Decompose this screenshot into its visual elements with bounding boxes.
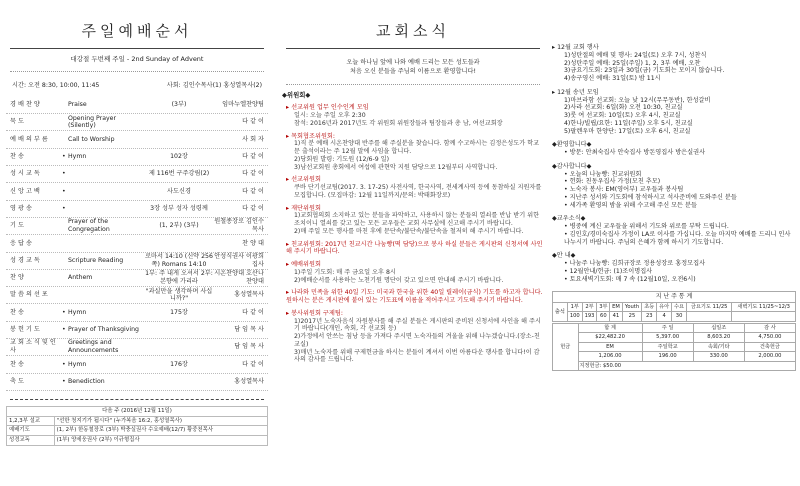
table-row xyxy=(553,333,796,343)
order-row xyxy=(6,235,268,252)
time-bar xyxy=(6,82,268,90)
welcome-section xyxy=(552,141,796,157)
order-title: 찬송 xyxy=(10,360,26,368)
committee-line: 1)주일 기도회: 매 주 금요일 오후 8시 xyxy=(294,268,396,276)
section-line: 2)사라 선교회: 6일(화) 오전 10:30, 친교실 xyxy=(564,104,683,112)
attendance-label: 출석 xyxy=(553,302,568,321)
committee-line: 1)직 분 예배 시온찬양대 반주를 해 주실분을 찾습니다. 함께 수고하시는 김정은성도가 학교문 출석이라는 주 12월 말에 사임을 합니다. xyxy=(294,140,540,156)
section-line: 4)송구영신 예배: 31일(토) 밤 11시 xyxy=(564,75,661,82)
section-line: 2)성탄주일 예배: 25일(주일) 1, 2, 3부 예배, 오찬 xyxy=(564,59,701,67)
order-row xyxy=(6,374,268,391)
order-english: Hymn xyxy=(68,308,87,316)
section-heading: ◆안 내◆ xyxy=(552,252,576,260)
offering-value: 5,397.00 xyxy=(642,333,693,343)
order-title: 성경교독 xyxy=(10,256,42,264)
table-cell: 예배기도 xyxy=(7,426,55,436)
order-title: 응답송 xyxy=(10,239,34,247)
attendance-value: 41 xyxy=(610,312,622,322)
attendance-header: 1부 xyxy=(567,302,582,312)
order-english: Prayer of Thanksgiving xyxy=(68,326,139,333)
order-title: 봉헌기도 xyxy=(10,326,42,333)
offering-header: EM xyxy=(578,342,642,352)
table-row xyxy=(553,342,796,352)
greeting-line: 오늘 하나님 앞에 나와 예배 드리는 모든 성도들과 xyxy=(346,59,480,66)
offering-value: 4,750.00 xyxy=(744,333,795,343)
offering-value: 8,603.20 xyxy=(693,333,744,343)
offering-header: 주일학교 xyxy=(642,342,693,352)
order-leader: 홍성열목사 xyxy=(234,377,264,385)
committee-line: 참석: 2016년과 2017년도 각 위원회 위원장들과 팀장들과 총 남, 여선교회장 xyxy=(294,119,503,127)
order-title: 성시교독 xyxy=(10,170,42,178)
greeting-line: 처음 오신 분들을 주님의 이름으로 환영합니다! xyxy=(350,67,476,75)
order-row xyxy=(6,131,268,148)
order-leader: 다 같 이 xyxy=(242,308,264,316)
section-line: • 오늘의 나눔빵: 친교위원회 xyxy=(564,170,642,178)
order-leader: 찬 양 대 xyxy=(242,239,264,247)
table-row xyxy=(553,302,796,312)
attendance-value: 25 xyxy=(622,312,642,322)
notice-section xyxy=(552,252,796,283)
next-week-title: 다음 주 (2016년 12월 11일) xyxy=(7,406,268,416)
stand-marker: • xyxy=(62,204,66,212)
section-line: • 김인호/경미숙집사 가정이 LA로 이사를 가십니다. 오늘 마지막 예배를 드리니 인사 나누시기 바랍니다. 주님의 은혜가 함께 하시기 기도합니다. xyxy=(564,230,791,246)
order-row xyxy=(6,322,268,339)
attendance-header: EM xyxy=(610,302,622,312)
events-column xyxy=(552,0,796,486)
order-english: Scripture Reading xyxy=(68,256,124,264)
section-line: • 세가족 환영의 밤을 위해 수고해 주신 모든 분들 xyxy=(564,201,697,209)
announcements-title: 교회소식 xyxy=(376,22,450,40)
attendance-header: 유아 xyxy=(657,302,672,312)
offering-value: $22,482.20 xyxy=(578,333,642,343)
attendance-header: 2부 xyxy=(582,302,597,312)
committee-heading: ◆위원회◆ xyxy=(282,91,311,100)
order-row xyxy=(6,201,268,218)
offering-header: 합 계 xyxy=(578,323,642,333)
attendance-value: 30 xyxy=(672,312,687,322)
order-leader: 다 같 이 xyxy=(242,118,264,126)
order-detail: (1, 2부) (3부) xyxy=(159,222,199,230)
order-english: Opening Prayer (Silently) xyxy=(68,114,117,130)
stand-marker: • xyxy=(62,360,66,368)
order-row xyxy=(6,287,268,304)
stats-title: 지 난 주 통 계 xyxy=(553,292,796,303)
attendance-value xyxy=(732,312,796,322)
order-leader: 다 같 이 xyxy=(242,170,264,178)
order-row xyxy=(6,97,268,114)
order-detail: 176장 xyxy=(170,360,188,368)
section-line: • 12월안내/헌금: (1)조이명집사 xyxy=(564,267,653,275)
order-english: Call to Worship xyxy=(68,135,115,143)
offering-table xyxy=(552,323,796,372)
order-english: Prayer of the Congregation xyxy=(68,218,110,234)
section-line: • 토요새벽기도회: 매 7 속 (12월10일, 오전6시) xyxy=(564,275,696,283)
order-title: 교회소식및인사 xyxy=(10,339,58,355)
table-cell: 성경교독 xyxy=(7,436,55,446)
attendance-header: Youth xyxy=(622,302,642,312)
order-detail: 3장 성부 성자 성령께 xyxy=(150,204,208,212)
order-leader: 홍성열목사 xyxy=(234,291,264,299)
attendance-header: 초등 xyxy=(642,302,657,312)
committee-heading-line: ▸ 나라와 민족을 위한 40일 기도: 미국과 한국을 위한 40일 릴레이(금식) 기도를 하고자 합니다. 원하시는 분은 게시판에 붙어 있는 기도표에 이름을 적어주시고 기도해 주시기 바랍니다. xyxy=(286,289,543,305)
section-line: • 방문: 안최숙집사 안숙집사 방돈영집사 방은실권사 xyxy=(564,149,706,156)
section-line: 1)마브라함 선교회: 오늘 낮 12시(무무동반), 한성갈비 xyxy=(564,96,711,104)
order-detail: 로마서 14:10 (신약 256쪽) Romans 14:10 xyxy=(145,252,213,268)
committee-heading-line: ▸ 예배위원회 xyxy=(286,261,321,269)
committee-item xyxy=(282,241,544,257)
order-row xyxy=(6,218,268,235)
section-line: 3)룻 여 선교회: 10일(토) 오후 4시, 친교실 xyxy=(564,112,681,119)
section-line: 1)성탄절의 예배 및 행사: 24일(토) 오후 7시, 성찬식 xyxy=(564,51,707,59)
order-row xyxy=(6,356,268,373)
order-title: 신앙고백 xyxy=(10,187,42,195)
order-title: 영광송 xyxy=(10,204,34,212)
section-heading: ◆환영합니다◆ xyxy=(552,141,592,149)
order-title: 찬송 xyxy=(10,308,26,316)
section-line: 4)한나/빌립/요한: 11일(주일) 오후 5시, 친교실 xyxy=(564,119,693,127)
committee-heading-line: ▸ 재단위원회 xyxy=(286,204,321,212)
offering-header: 십일조 xyxy=(693,323,744,333)
committee-line: 1)교회협의회 소지하고 있는 분들을 파악하고, 사용하시 않는 분들의 열쇠를 반납 받기 위한 조치이니 열쇠를 갖고 있는 모든 교우들은 교회 사무실에 신고해 주시기 바랍니다. xyxy=(294,212,540,228)
attendance-value: 100 xyxy=(567,312,582,322)
next-week-table xyxy=(6,406,268,446)
order-title: 묵도 xyxy=(10,118,26,126)
committee-heading-line: ▸ 친교위원회: 2017년 친교시간 나눔빵(떡 담당)으로 봉사 하실 분들은 게시판의 신청서에 사인해 주시기 바랍니다. xyxy=(286,240,543,256)
order-leader: 다 같 이 xyxy=(242,153,264,161)
attendance-value: 60 xyxy=(597,312,610,322)
order-title: 경배찬양 xyxy=(10,101,42,109)
stats-table xyxy=(552,291,796,322)
order-english: Hymn xyxy=(68,360,87,368)
section-line: • 헌화: 친동우집사 가정(모친 추모) xyxy=(564,178,661,186)
order-title: 찬송 xyxy=(10,153,26,161)
stand-marker: • xyxy=(62,377,66,385)
title-rule xyxy=(286,48,540,49)
attendance-value: 23 xyxy=(642,312,657,322)
divider xyxy=(286,84,540,85)
order-detail: 102장 xyxy=(170,153,188,161)
order-detail: 제 116번 구주강림(2) xyxy=(148,170,210,178)
yearend-gatherings xyxy=(552,89,796,136)
attendance-value xyxy=(687,312,732,322)
order-title: 축도 xyxy=(10,377,26,385)
worship-order-column xyxy=(6,0,268,486)
offering-header: 주 일 xyxy=(642,323,693,333)
offering-value: 1,206.00 xyxy=(578,352,642,362)
section-heading: ▸ 12월 송년 모임 xyxy=(552,88,599,96)
committee-line: 1)2017년 노숙자음식 자원봉사를 해 주실 분들은 게시판의 준비된 신청서에 사인을 해 주시기 바랍니다(개인, 속회, 각 선교회 등) xyxy=(294,317,541,333)
order-list xyxy=(6,97,268,391)
table-cell: (1부) 양세웅권사 (2부) 이규형집사 xyxy=(54,436,267,446)
order-row xyxy=(6,304,268,321)
stand-marker: • xyxy=(62,187,66,195)
order-leader: 다 같 이 xyxy=(242,187,264,195)
order-leader: 시온찬양대 호산나찬양대 xyxy=(214,270,264,285)
table-row xyxy=(7,426,268,436)
section-line: 3)금요기도회: 23일과 30일(금) 기도회는 모이지 않습니다. xyxy=(564,67,725,75)
stand-marker: • xyxy=(62,308,66,316)
order-row xyxy=(6,253,268,270)
order-leader: 안성식권사 이광희집사 xyxy=(214,252,264,268)
order-row xyxy=(6,339,268,356)
thanks-section xyxy=(552,163,796,210)
committee-line: 2)매 주일 모든 행사를 마친 후에 문단속/불단속/불단속을 철저히 해 주시기 바랍니다. xyxy=(294,227,524,235)
order-detail: 사도신경 xyxy=(167,187,191,195)
stats-section xyxy=(552,291,796,371)
order-english: Praise xyxy=(68,101,87,109)
order-row xyxy=(6,183,268,200)
service-times: 시간: 오전 8:30, 10:00, 11:45 xyxy=(12,82,100,90)
committee-item xyxy=(282,205,544,236)
order-detail: "과실만을 생각하며 사십니까?" xyxy=(145,287,213,303)
committee-line: 2)예배순서를 사용하는 노천기원 명단이 갖고 있으면 안내해 주시기 바랍니다. xyxy=(294,276,504,284)
dashed-divider xyxy=(10,399,264,400)
offering-value: 196.00 xyxy=(642,352,693,362)
order-title: 예배의부름 xyxy=(10,135,50,143)
committee-item xyxy=(282,261,544,284)
table-row xyxy=(7,436,268,446)
attendance-header: 새벽기도 11/25~12/3 xyxy=(732,302,796,312)
title-rule xyxy=(10,48,264,49)
section-heading: ◆감사합니다◆ xyxy=(552,162,592,170)
table-row xyxy=(553,361,796,371)
committee-line: 2)당회원 발령: 기도원 (12/6-9 일) xyxy=(294,155,389,163)
table-cell: (1, 2부) 한동철장로 (3부) 박충실권사 수요예배(12/7) 황중천목사 xyxy=(54,426,267,436)
order-detail: 1부: 주 내게 오셔서 2부: 본향에 가리라 xyxy=(145,270,213,285)
committee-line: 2)가정에서 안쓰는 침낭 등을 가져다 주시면 노숙자들의 겨울을 위해 나누겠습니다.(장소-친교실) xyxy=(294,333,540,348)
table-row xyxy=(7,416,268,426)
committee-line: 일시: 오늘 주일 오후 2:30 xyxy=(294,112,366,120)
table-cell: "선한 청지기가 됩시다" (누가복음 16:2, 홍성열목사) xyxy=(54,416,267,426)
stand-marker: • xyxy=(62,326,66,333)
section-heading: ◆교우소식◆ xyxy=(552,215,586,223)
order-leader: 다 같 이 xyxy=(242,360,264,368)
order-title: 말씀의선포 xyxy=(10,291,50,299)
order-english: Greetings and Announcements xyxy=(68,339,119,355)
december-events xyxy=(552,44,796,83)
divider xyxy=(10,71,264,72)
order-leader: 담 임 목 사 xyxy=(234,343,264,351)
order-detail: 175장 xyxy=(170,308,188,316)
member-news-section xyxy=(552,215,796,246)
section-line: • 노숙자 봉사: EM(영어부) 교우들과 봉사팀 xyxy=(564,186,684,193)
committee-heading-line: ▸ 목회협조위원회: xyxy=(286,132,335,140)
worship-subtitle: 대강절 두번째 주일 - 2nd Sunday of Advent xyxy=(70,55,204,63)
committee-list xyxy=(282,104,544,364)
order-title: 찬양 xyxy=(10,274,26,282)
offering-value: 330.00 xyxy=(693,352,744,362)
section-line: • 병중에 계신 교우들을 위해서 기도와 위로를 부탁 드립니다. xyxy=(564,223,729,230)
committee-item xyxy=(282,289,544,305)
committee-line: 쿠바 단기선교팀(2017. 3. 17-25) 사전사역, 한국사역, 전세계사역 등에 동참하실 지원자를 모집합니다. (모집마감: 12월 11일까지/문의: 박태화장로) xyxy=(294,184,542,199)
order-row xyxy=(6,149,268,166)
committee-heading-line: ▸ 선교위원 업무 인수인계 모임 xyxy=(286,104,369,112)
attendance-header: 3부 xyxy=(597,302,610,312)
offering-header: 건축헌금 xyxy=(744,342,795,352)
offering-header: 속회/기타 xyxy=(693,342,744,352)
officiant: 사회: 김인수목사(1) 홍성열목사(2) xyxy=(166,82,262,90)
section-body xyxy=(552,52,796,83)
section-line: • 나눔주 나눔빵: 김희규장로 정용성장로 홍정모집사 xyxy=(564,260,706,267)
order-row xyxy=(6,166,268,183)
order-leader: 담 임 목 사 xyxy=(234,326,264,333)
committee-line: 3)매년 노숙자를 위해 구제헌금을 하시는 분들이 계셔서 이번 아름다운 행사를 합니다!이 감사의 감사를 드립니다. xyxy=(294,348,540,364)
committee-heading-line: ▸ 봉사위원회 구제팀: xyxy=(286,309,343,317)
section-body xyxy=(552,171,796,210)
table-row xyxy=(553,323,796,333)
order-leader: 원철종장로 김인수목사 xyxy=(214,218,264,234)
order-english: Hymn xyxy=(68,153,87,161)
table-row xyxy=(553,312,796,322)
page-title: 주일예배순서 xyxy=(81,22,193,40)
announcements-column xyxy=(282,0,544,486)
order-leader: 임마누엘찬양팀 xyxy=(222,101,264,109)
committee-heading-line: ▸ 선교위원회 xyxy=(286,176,321,184)
offering-value: 2,000.00 xyxy=(744,352,795,362)
order-row xyxy=(6,270,268,287)
table-row xyxy=(553,352,796,362)
section-line: 5)팔렌우마 한양단: 17일(토) 오후 6시, 친교실 xyxy=(564,127,691,135)
committee-item xyxy=(282,104,544,127)
order-leader: 사 회 자 xyxy=(242,135,264,143)
section-body xyxy=(552,97,796,136)
designated-offering: 지정헌금: $50.00 xyxy=(578,361,795,371)
greeting xyxy=(282,59,544,76)
attendance-header: 수요 xyxy=(672,302,687,312)
section-body xyxy=(552,260,796,283)
table-cell: 1,2,3부 설교 xyxy=(7,416,55,426)
order-row xyxy=(6,114,268,131)
committee-item xyxy=(282,133,544,172)
section-body xyxy=(552,149,796,157)
stand-marker: • xyxy=(62,153,66,161)
offering-label: 헌금 xyxy=(553,323,579,371)
committee-item xyxy=(282,176,544,199)
attendance-header: 금요기도 11/25 xyxy=(687,302,732,312)
order-english: Anthem xyxy=(68,274,93,282)
section-heading: ▸ 12월 교회 행사 xyxy=(552,44,599,51)
offering-header: 감 사 xyxy=(744,323,795,333)
committee-line: 3)남선교회원 총회에서 여섭에 관현악 지원 담당으로 12월부터 사역합니다. xyxy=(294,163,498,171)
section-line: • 지난주 성서와 기도회에 참석하시고 석사준비에 도와주신 분들 xyxy=(564,193,737,201)
committee-item xyxy=(282,310,544,364)
attendance-value: 4 xyxy=(657,312,672,322)
order-leader: 다 같 이 xyxy=(242,204,264,212)
order-title: 기도 xyxy=(10,222,26,230)
order-detail: (3부) xyxy=(171,101,187,109)
section-body xyxy=(552,223,796,246)
attendance-value: 193 xyxy=(582,312,597,322)
stand-marker: • xyxy=(62,170,66,178)
order-english: Benediction xyxy=(68,377,105,385)
